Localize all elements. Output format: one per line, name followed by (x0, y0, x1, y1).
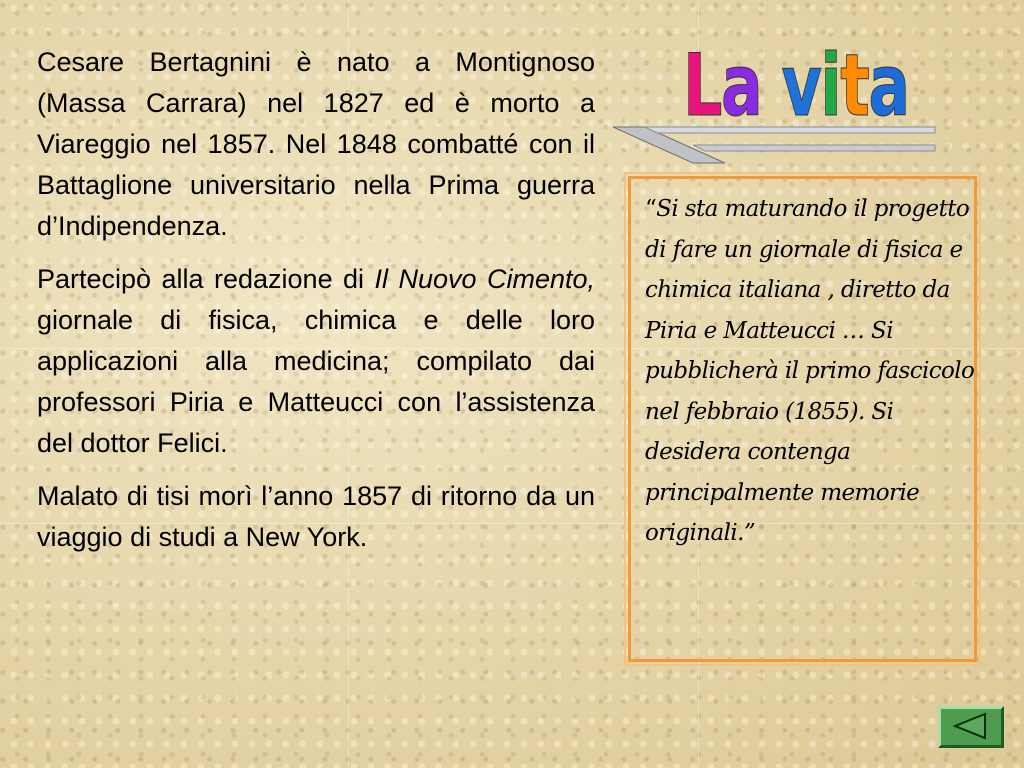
paragraph-death: Malato di tisi morì l’anno 1857 di ritorno da un viaggio di studi a New York. (37, 481, 595, 552)
slide-title (605, 30, 950, 165)
back-button[interactable] (938, 706, 1004, 748)
quote-box (628, 176, 977, 662)
title-letter (761, 36, 781, 136)
quote-body: Si sta maturando il progetto di fare un giornale di fisica e chimica italiana , diretto da Piria e Matteucci … Si pubblicherà il primo fascicolo nel febbraio (1855). Si desidera contenga principalmente memorie originali.” (645, 196, 975, 546)
biography-text (37, 42, 595, 570)
title-letter: a (721, 36, 762, 136)
paragraph-cimento-end: giornale di fisica, chimica e delle loro applicazioni alla medicina; compilato dai professori Piria e Matteucci con l’assistenza del dottor Felici. (37, 305, 595, 458)
paragraph-cimento-start: Partecipò alla redazione di (37, 264, 375, 294)
title-letter: i (820, 36, 841, 136)
title-text (683, 36, 909, 136)
title-letter: t (840, 36, 869, 136)
title-letter: v (781, 36, 821, 136)
paragraph-cimento (37, 259, 595, 464)
triangle-left-icon (941, 709, 1001, 745)
paragraph-birth: Cesare Bertagnini è nato a Montignoso (Massa Carrara) nel 1827 ed è morto a Viareggio nel 1857. Nel 1848 combatté con il Battaglione universitario nella Prima guerra d’Indipendenza. (37, 47, 595, 241)
title-letter: a (868, 36, 909, 136)
title-letter: L (683, 36, 722, 136)
journal-name: Il Nuovo Cimento, (374, 264, 596, 294)
quote-open-mark: “ (645, 196, 657, 222)
quote-text (645, 189, 975, 554)
